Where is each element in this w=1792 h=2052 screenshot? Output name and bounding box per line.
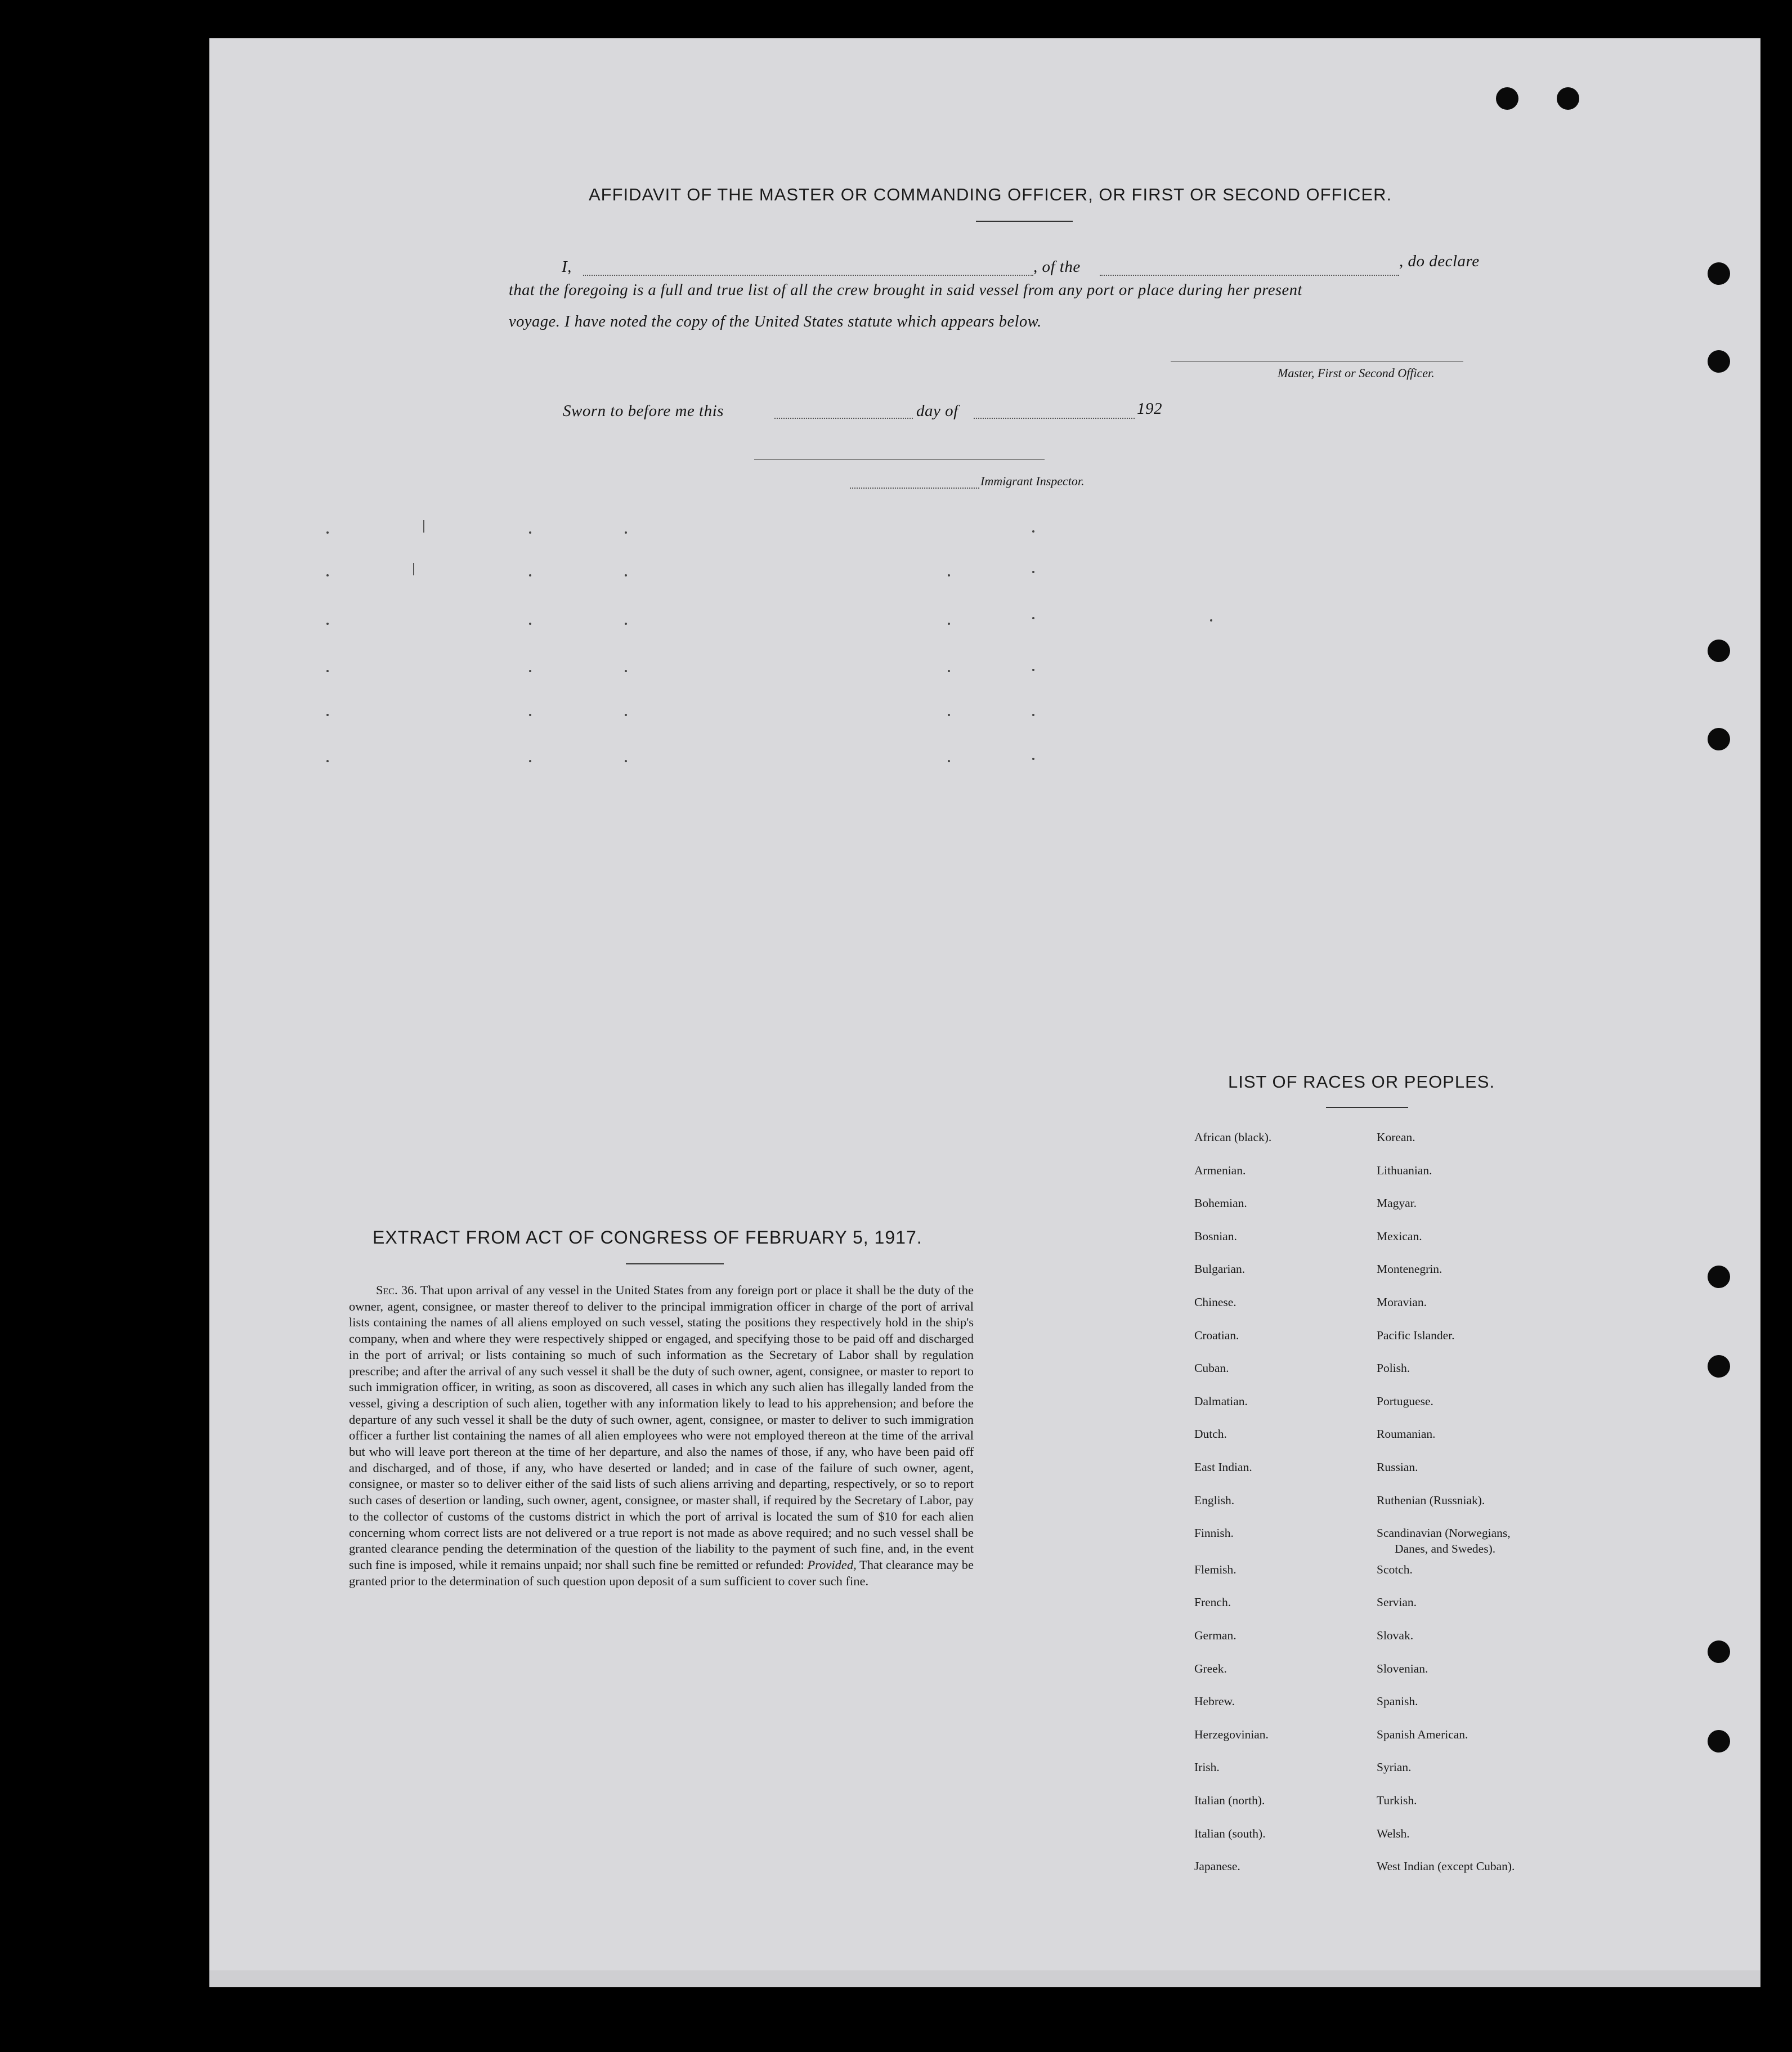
race-item: Mexican. [1377, 1229, 1422, 1243]
race-item: West Indian (except Cuban). [1377, 1859, 1515, 1874]
master-signature-field[interactable] [1171, 361, 1463, 363]
statute-section: Sec. 36. [376, 1283, 417, 1297]
race-item: Slovak. [1377, 1629, 1414, 1642]
race-item: Polish. [1377, 1361, 1410, 1375]
race-item: Portuguese. [1377, 1394, 1433, 1408]
binder-hole-right-6 [1708, 1355, 1730, 1378]
affidavit-declare-label: , do declare [1399, 252, 1480, 270]
bleed-dot [948, 623, 950, 625]
race-item: Montenegrin. [1377, 1262, 1442, 1276]
race-item: Dalmatian. [1194, 1394, 1248, 1408]
race-item: French. [1194, 1595, 1231, 1610]
inspector-label: Immigrant Inspector. [980, 474, 1085, 488]
affidavit-i-label: I, [562, 258, 572, 276]
race-item: Scotch. [1377, 1562, 1413, 1576]
race-item: Spanish American. [1377, 1727, 1468, 1741]
officer-name-field[interactable] [583, 275, 1033, 276]
sworn-label: Sworn to before me this [563, 402, 724, 420]
race-item: Croatian. [1194, 1328, 1239, 1342]
race-item: Hebrew. [1194, 1695, 1235, 1709]
binder-hole-right-3 [1708, 640, 1730, 662]
race-item: Armenian. [1194, 1163, 1246, 1177]
race-item: Japanese. [1194, 1859, 1240, 1874]
race-item: Spanish. [1377, 1695, 1418, 1709]
race-item: Ruthenian (Russniak). [1377, 1493, 1485, 1507]
binder-hole-right-7 [1708, 1640, 1730, 1663]
affidavit-line-3: voyage. I have noted the copy of the United States statute which appears below. [509, 313, 1042, 330]
bleed-dot [1032, 617, 1034, 619]
race-item: Servian. [1377, 1595, 1417, 1610]
inspector-signature-field[interactable] [754, 459, 1045, 461]
bleed-dot [948, 574, 950, 576]
master-signature-label: Master, First or Second Officer. [1278, 366, 1435, 380]
bleed-mark [423, 520, 424, 533]
bleed-dot [1032, 758, 1034, 760]
binder-hole-top-2 [1557, 87, 1579, 110]
race-item: Flemish. [1194, 1562, 1237, 1576]
race-item: English. [1194, 1493, 1235, 1507]
page-bottom-edge [209, 1970, 1760, 1987]
bleed-dot [326, 670, 329, 672]
bleed-dot [948, 760, 950, 762]
bleed-dot [529, 531, 531, 534]
bleed-dot [529, 670, 531, 672]
race-item: Scandinavian (Norwegians, [1377, 1526, 1511, 1540]
race-item: Korean. [1377, 1130, 1415, 1144]
race-item: Welsh. [1377, 1826, 1410, 1840]
binder-hole-right-4 [1708, 728, 1730, 750]
race-item: Italian (south). [1194, 1826, 1266, 1840]
race-item: Irish. [1194, 1760, 1220, 1774]
bleed-dot [326, 623, 329, 625]
race-item: Bosnian. [1194, 1229, 1237, 1243]
bleed-dot [948, 714, 950, 716]
statute-body: That upon arrival of any vessel in the United States from any foreign port or place it shall be the duty of the owner, agent, consignee, or master thereof to deliver to the principal immigration officer in charge of the port of arrival lists containing the names of all aliens employed on such vessel, stating the positions they respectively hold in the ship's company, when and where they were respectively shipped or engaged, and specifying those to be paid off and discharged in the port of arrival; or lists containing so much of such information as the Secretary of Labor shall by regulation prescribe; and after the arrival of any such vessel it shall be the duty of such owner, agent, consignee, or master to report to such immigration officer, in writing, as soon as discovered, all cases in which any such alien has illegally landed from the vessel, giving a description of such alien, together with any information likely to lead to his apprehension; and before the departure of any such vessel it shall be the duty of such owner, agent, consignee, or master to deliver to such immigration officer a further list containing the names of all alien employees who were not employed thereon at the time of the arrival but who will leave port thereon at the time of her departure, and also the names of those, if any, who have been paid off and discharged, and of those, if any, who have deserted or landed; and in case of the failure of such owner, agent, consignee, or master so to deliver either of the said lists of such aliens arriving and departing, respectively, or so to report such cases of desertion or landing, such owner, agent, consignee, or master shall, if required by the Secretary of Labor, pay to the collector of customs of the customs district in which the port of arrival is located the sum of $10 for each alien concerning whom correct lists are not delivered or a true report is not made as above required; and no such vessel shall be granted clearance pending the determination of the question of the liability to the payment of such fine, and, in the event such fine is imposed, while it remains unpaid; nor shall such fine be remitted or refunded: [349, 1283, 974, 1572]
race-item: Magyar. [1377, 1196, 1417, 1210]
bleed-dot [529, 714, 531, 716]
statute-tail: That clearance may be granted prior to the determination of such question upon deposit of a sum sufficient to cover such fine. [349, 1557, 974, 1588]
race-item: Herzegovinian. [1194, 1727, 1269, 1741]
bleed-dot [326, 531, 329, 534]
race-item: Bulgarian. [1194, 1262, 1246, 1276]
bleed-dot [625, 531, 627, 534]
bleed-dot [529, 574, 531, 576]
bleed-dot [326, 760, 329, 762]
vessel-name-field[interactable] [1100, 275, 1399, 276]
day-of-label: day of [916, 402, 958, 420]
race-item: Lithuanian. [1377, 1163, 1432, 1177]
binder-hole-right-1 [1708, 262, 1730, 285]
race-item: African (black). [1194, 1130, 1272, 1144]
bleed-dot [326, 574, 329, 576]
bleed-dot [1032, 571, 1034, 573]
race-item: Finnish. [1194, 1526, 1234, 1540]
inspector-name-field[interactable] [850, 488, 979, 489]
binder-hole-right-5 [1708, 1266, 1730, 1288]
affidavit-line-2: that the foregoing is a full and true list of all the crew brought in said vessel from any port or place during her present [509, 281, 1302, 299]
race-item: Chinese. [1194, 1295, 1237, 1309]
statute-provided: Provided, [807, 1557, 857, 1572]
bleed-dot [1032, 714, 1034, 716]
sworn-year-label: 192 [1137, 400, 1162, 418]
race-item: Turkish. [1377, 1794, 1417, 1807]
bleed-dot [625, 670, 627, 672]
bleed-dot [326, 714, 329, 716]
sworn-month-field[interactable] [974, 418, 1135, 419]
bleed-dot [529, 623, 531, 625]
races-title-rule [1326, 1107, 1408, 1108]
bleed-dot [1032, 530, 1034, 533]
race-item: Roumanian. [1377, 1427, 1436, 1441]
race-item: Dutch. [1194, 1427, 1227, 1441]
race-item: Bohemian. [1194, 1196, 1247, 1210]
bleed-dot [948, 670, 950, 672]
sworn-day-field[interactable] [774, 418, 913, 419]
race-item: Italian (north). [1194, 1794, 1265, 1807]
affidavit-title-rule [976, 221, 1073, 222]
race-item: Russian. [1377, 1460, 1418, 1474]
binder-hole-right-2 [1708, 350, 1730, 373]
extract-title-rule [626, 1263, 724, 1264]
binder-hole-top-1 [1496, 87, 1518, 110]
affidavit-of-the-label: , of the [1033, 258, 1081, 276]
race-item: Slovenian. [1377, 1661, 1428, 1675]
statute-text [349, 1282, 974, 1589]
affidavit-title: AFFIDAVIT OF THE MASTER OR COMMANDING OFFICER, OR FIRST OR SECOND OFFICER. [589, 185, 1392, 204]
bleed-dot [1210, 619, 1212, 622]
bleed-dot [625, 714, 627, 716]
race-item: Pacific Islander. [1377, 1328, 1455, 1342]
race-item: East Indian. [1194, 1460, 1252, 1474]
bleed-dot [1032, 669, 1034, 671]
races-title: LIST OF RACES OR PEOPLES. [1228, 1072, 1495, 1092]
bleed-dot [529, 760, 531, 762]
bleed-mark [413, 563, 414, 575]
extract-title: EXTRACT FROM ACT OF CONGRESS OF FEBRUARY 5, 1917. [373, 1227, 922, 1248]
bleed-dot [625, 760, 627, 762]
race-item: Moravian. [1377, 1295, 1427, 1309]
bleed-dot [625, 574, 627, 576]
race-item: Danes, and Swedes). [1395, 1542, 1496, 1556]
race-item: Cuban. [1194, 1361, 1229, 1375]
race-item: Syrian. [1377, 1760, 1412, 1774]
race-item: Greek. [1194, 1661, 1227, 1675]
race-item: German. [1194, 1629, 1237, 1642]
binder-hole-right-8 [1708, 1730, 1730, 1753]
bleed-dot [625, 623, 627, 625]
